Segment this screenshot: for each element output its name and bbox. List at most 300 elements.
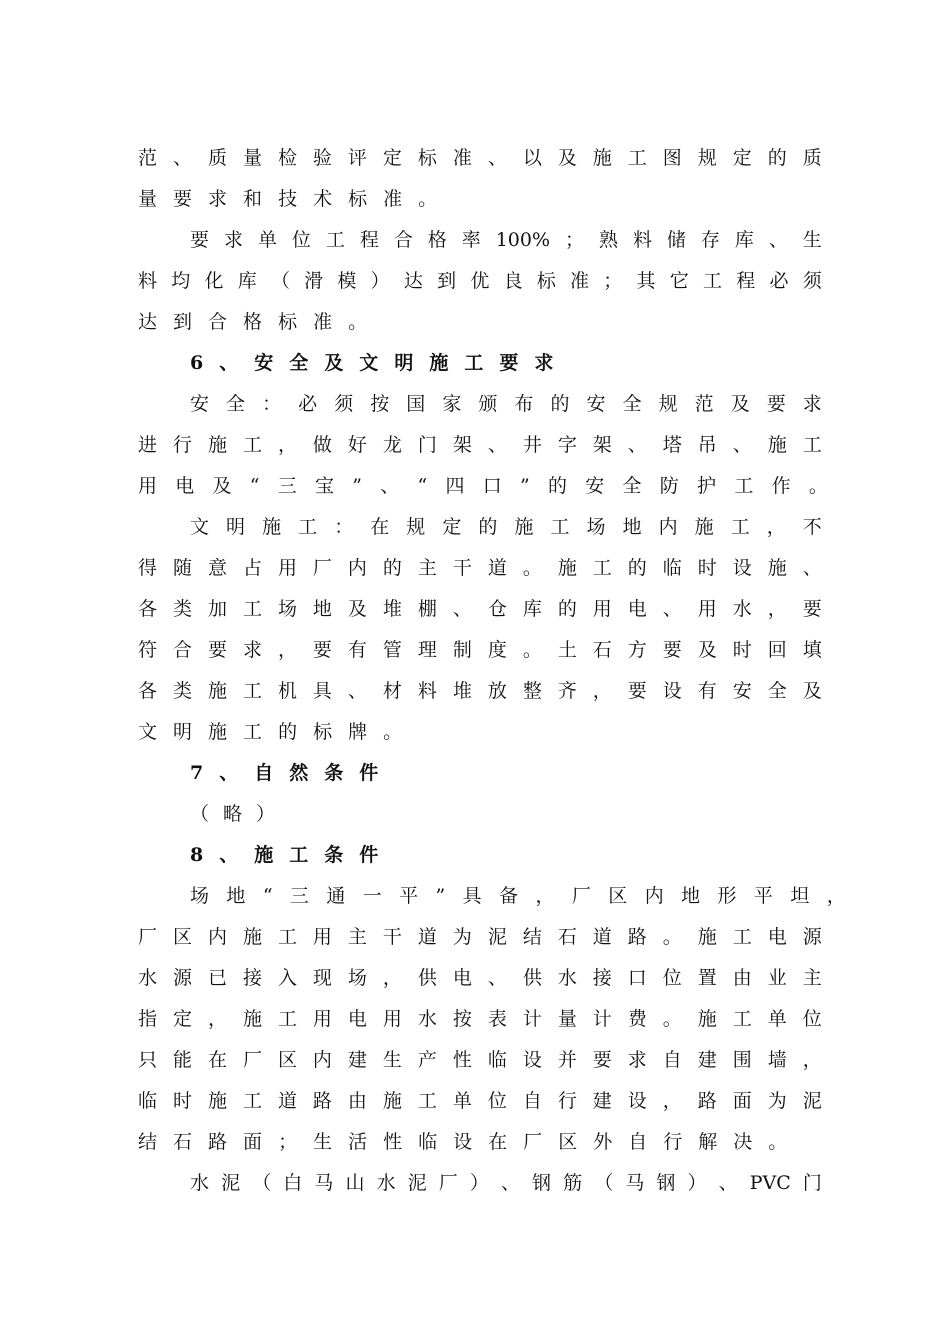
glyph: 产 — [417, 1049, 437, 1071]
section-heading — [190, 348, 554, 378]
glyph: 临 — [418, 1131, 438, 1153]
glyph: 及 — [324, 352, 344, 374]
glyph: ， — [592, 680, 612, 702]
glyph: 、 — [802, 557, 822, 579]
glyph: 的 — [767, 147, 787, 169]
body-line — [190, 799, 822, 829]
glyph: 库 — [522, 598, 542, 620]
glyph: 现 — [312, 967, 332, 989]
glyph: 解 — [698, 1131, 718, 1153]
glyph: 时 — [732, 639, 752, 661]
glyph: 工 — [732, 926, 752, 948]
glyph: 施 — [382, 1090, 402, 1112]
glyph: ， — [277, 434, 297, 456]
glyph: 验 — [312, 147, 332, 169]
glyph: 求 — [534, 352, 554, 374]
glyph: 堆 — [382, 598, 402, 620]
glyph: 、 — [732, 434, 752, 456]
glyph: 水 — [557, 967, 577, 989]
glyph: 施 — [208, 721, 228, 743]
glyph: 各 — [138, 680, 158, 702]
glyph: 形 — [717, 885, 737, 907]
glyph: 区 — [558, 1131, 578, 1153]
glyph: 条 — [324, 844, 344, 866]
body-line — [138, 676, 822, 706]
glyph: 进 — [138, 434, 158, 456]
glyph: 位 — [291, 229, 311, 251]
glyph: 只 — [138, 1049, 158, 1071]
glyph: 施 — [429, 352, 449, 374]
glyph: ； — [565, 229, 585, 251]
glyph: 件 — [359, 844, 379, 866]
glyph: ） — [469, 1172, 489, 1194]
glyph: 得 — [138, 557, 158, 579]
glyph: 要 — [312, 639, 332, 661]
glyph: 水 — [138, 967, 158, 989]
glyph: 文 — [359, 352, 379, 374]
glyph: “ — [249, 475, 260, 497]
glyph: 能 — [172, 1049, 192, 1071]
body-line — [138, 717, 822, 747]
glyph: 的 — [382, 557, 402, 579]
glyph: （ — [252, 1172, 272, 1194]
glyph: 准 — [452, 147, 472, 169]
glyph: 生 — [802, 229, 822, 251]
glyph: 明 — [173, 721, 193, 743]
glyph: 标 — [348, 188, 368, 210]
glyph: 以 — [522, 147, 542, 169]
glyph: 范 — [694, 393, 714, 415]
glyph: 架 — [592, 434, 612, 456]
glyph: 施 — [697, 1008, 717, 1030]
glyph: 一 — [362, 885, 382, 907]
glyph: 厂 — [523, 1131, 543, 1153]
glyph: 。 — [522, 557, 542, 579]
glyph: 门 — [802, 1172, 822, 1194]
glyph: 回 — [767, 639, 787, 661]
glyph: 须 — [802, 270, 822, 292]
glyph: 钢 — [656, 1172, 676, 1194]
glyph: 用 — [382, 1008, 402, 1030]
glyph: 100% — [495, 229, 551, 251]
glyph: 井 — [522, 434, 542, 456]
glyph: 滑 — [304, 270, 324, 292]
glyph: 安 — [254, 352, 274, 374]
glyph: 土 — [557, 639, 577, 661]
glyph: 颁 — [478, 393, 498, 415]
glyph: 要 — [173, 188, 193, 210]
glyph: 。 — [383, 721, 403, 743]
glyph: 位 — [802, 1008, 822, 1030]
glyph: 设 — [662, 680, 682, 702]
glyph: 均 — [171, 270, 191, 292]
glyph: 门 — [417, 434, 437, 456]
glyph: 行 — [172, 434, 192, 456]
glyph: 全 — [767, 680, 787, 702]
glyph: 熟 — [598, 229, 618, 251]
glyph: 准 — [383, 188, 403, 210]
glyph: 内 — [658, 516, 678, 538]
glyph: 口 — [482, 475, 502, 497]
body-line — [138, 553, 822, 583]
glyph: 设 — [522, 1049, 542, 1071]
glyph: 棚 — [417, 598, 437, 620]
glyph: 通 — [326, 885, 346, 907]
glyph: 齐 — [557, 680, 577, 702]
glyph: 施 — [242, 926, 262, 948]
glyph: 工 — [289, 844, 309, 866]
glyph: 厂 — [138, 926, 158, 948]
glyph: 程 — [359, 229, 379, 251]
glyph: 料 — [632, 229, 652, 251]
body-line — [138, 307, 822, 337]
glyph: 临 — [487, 1049, 507, 1071]
glyph: 建 — [592, 1090, 612, 1112]
glyph: 标 — [536, 270, 556, 292]
glyph: PVC — [749, 1172, 791, 1194]
glyph: 8 — [190, 844, 204, 866]
glyph: 结 — [138, 1131, 158, 1153]
glyph: 路 — [208, 1131, 228, 1153]
glyph: 。 — [418, 188, 438, 210]
glyph: ， — [766, 516, 786, 538]
glyph: 厂 — [571, 885, 591, 907]
glyph: 时 — [697, 557, 717, 579]
glyph: 达 — [138, 311, 158, 333]
glyph: 理 — [417, 639, 437, 661]
glyph: 工 — [802, 434, 822, 456]
glyph: 供 — [522, 967, 542, 989]
glyph: 施 — [592, 147, 612, 169]
glyph: 及 — [347, 598, 367, 620]
glyph: 钢 — [532, 1172, 552, 1194]
glyph: 架 — [452, 434, 472, 456]
glyph: 工 — [464, 352, 484, 374]
glyph: 设 — [627, 1090, 647, 1112]
glyph: 。 — [348, 311, 368, 333]
glyph: 路 — [697, 1090, 717, 1112]
body-line — [138, 1045, 822, 1075]
glyph: 工 — [277, 1008, 297, 1030]
glyph: 施 — [207, 680, 227, 702]
glyph: 求 — [208, 188, 228, 210]
glyph: 地 — [681, 885, 701, 907]
glyph: 单 — [452, 1090, 472, 1112]
glyph: 接 — [592, 967, 612, 989]
body-line — [138, 1127, 822, 1157]
glyph: 用 — [697, 598, 717, 620]
glyph: 活 — [348, 1131, 368, 1153]
glyph: 道 — [487, 557, 507, 579]
glyph: （ — [190, 803, 210, 825]
glyph: 地 — [226, 885, 246, 907]
glyph: 格 — [427, 229, 447, 251]
glyph: 石 — [592, 639, 612, 661]
glyph: 工 — [242, 1090, 262, 1112]
glyph: 作 — [771, 475, 791, 497]
glyph: 生 — [382, 1049, 402, 1071]
glyph: 类 — [172, 598, 192, 620]
glyph: 费 — [627, 1008, 647, 1030]
glyph: 龙 — [382, 434, 402, 456]
glyph: 临 — [662, 557, 682, 579]
glyph: 施 — [697, 926, 717, 948]
glyph: ， — [767, 598, 787, 620]
glyph: 三 — [289, 885, 309, 907]
glyph: 定 — [732, 147, 752, 169]
glyph: 要 — [802, 598, 822, 620]
glyph: 路 — [627, 926, 647, 948]
glyph: 区 — [608, 885, 628, 907]
body-line — [138, 184, 822, 214]
glyph: 度 — [487, 639, 507, 661]
glyph: 表 — [487, 1008, 507, 1030]
glyph: 工 — [277, 926, 297, 948]
glyph: 工 — [242, 434, 262, 456]
glyph: 场 — [347, 967, 367, 989]
glyph: 在 — [207, 1049, 227, 1071]
glyph: 设 — [453, 1131, 473, 1153]
glyph: 自 — [254, 762, 274, 784]
glyph: 泥 — [221, 1172, 241, 1194]
glyph: 工 — [417, 1090, 437, 1112]
glyph: 建 — [697, 1049, 717, 1071]
glyph: 在 — [370, 516, 390, 538]
glyph: 工 — [732, 1008, 752, 1030]
glyph: 率 — [461, 229, 481, 251]
glyph: 由 — [347, 1090, 367, 1112]
glyph: 规 — [406, 516, 426, 538]
glyph: 生 — [313, 1131, 333, 1153]
glyph: 存 — [700, 229, 720, 251]
body-line — [138, 1086, 822, 1116]
glyph: 电 — [767, 926, 787, 948]
glyph: 工 — [242, 598, 262, 620]
glyph: 安 — [586, 393, 606, 415]
glyph: 各 — [138, 598, 158, 620]
glyph: 用 — [277, 557, 297, 579]
glyph: 防 — [659, 475, 679, 497]
glyph: 的 — [478, 516, 498, 538]
glyph: ， — [826, 885, 846, 907]
glyph: 面 — [243, 1131, 263, 1153]
body-line — [190, 1168, 822, 1198]
glyph: 三 — [277, 475, 297, 497]
glyph: 、 — [172, 147, 192, 169]
glyph: ） — [256, 803, 276, 825]
glyph: 、 — [662, 598, 682, 620]
glyph: 及 — [730, 393, 750, 415]
glyph: 用 — [312, 1008, 332, 1030]
glyph: 、 — [487, 967, 507, 989]
glyph: 类 — [172, 680, 192, 702]
glyph: 建 — [347, 1049, 367, 1071]
glyph: 条 — [324, 762, 344, 784]
glyph: 。 — [808, 475, 828, 497]
glyph: 求 — [627, 1049, 647, 1071]
glyph: 性 — [383, 1131, 403, 1153]
glyph: “ — [417, 475, 428, 497]
glyph: 必 — [769, 270, 789, 292]
glyph: 内 — [207, 926, 227, 948]
glyph: 的 — [557, 598, 577, 620]
glyph: 由 — [732, 967, 752, 989]
glyph: 求 — [242, 639, 262, 661]
glyph: 路 — [312, 1090, 332, 1112]
glyph: 、 — [452, 598, 472, 620]
glyph: 位 — [662, 967, 682, 989]
body-line — [138, 963, 822, 993]
glyph: 工 — [592, 557, 612, 579]
glyph: 件 — [359, 762, 379, 784]
glyph: 标 — [417, 147, 437, 169]
glyph: 并 — [557, 1049, 577, 1071]
glyph: 求 — [802, 393, 822, 415]
glyph: 范 — [138, 147, 158, 169]
glyph: 内 — [644, 885, 664, 907]
glyph: ： — [262, 393, 282, 415]
glyph: 规 — [697, 147, 717, 169]
glyph: 标 — [278, 311, 298, 333]
glyph: 行 — [663, 1131, 683, 1153]
glyph: 明 — [394, 352, 414, 374]
glyph: 合 — [393, 229, 413, 251]
glyph: 塔 — [662, 434, 682, 456]
glyph: 电 — [175, 475, 195, 497]
glyph: 外 — [593, 1131, 613, 1153]
glyph: 设 — [732, 557, 752, 579]
glyph: 定 — [442, 516, 462, 538]
glyph: 优 — [470, 270, 490, 292]
glyph: 、 — [219, 762, 239, 784]
glyph: 马 — [625, 1172, 645, 1194]
glyph: 计 — [592, 1008, 612, 1030]
glyph: 家 — [442, 393, 462, 415]
glyph: 良 — [503, 270, 523, 292]
glyph: 要 — [592, 1049, 612, 1071]
glyph: 单 — [257, 229, 277, 251]
glyph: 加 — [207, 598, 227, 620]
glyph: 定 — [382, 147, 402, 169]
glyph: 石 — [557, 926, 577, 948]
glyph: 坦 — [790, 885, 810, 907]
glyph: 源 — [172, 967, 192, 989]
glyph: 字 — [557, 434, 577, 456]
glyph: 时 — [172, 1090, 192, 1112]
glyph: 检 — [277, 147, 297, 169]
glyph: 吊 — [697, 434, 717, 456]
glyph: ； — [603, 270, 623, 292]
glyph: 准 — [313, 311, 333, 333]
glyph: 临 — [138, 1090, 158, 1112]
glyph: 布 — [514, 393, 534, 415]
glyph: 量 — [557, 1008, 577, 1030]
glyph: 要 — [766, 393, 786, 415]
glyph: ） — [370, 270, 390, 292]
body-line — [190, 389, 822, 419]
glyph: 全 — [289, 352, 309, 374]
glyph: 质 — [802, 147, 822, 169]
glyph: 工 — [702, 270, 722, 292]
glyph: 量 — [242, 147, 262, 169]
glyph: 及 — [212, 475, 232, 497]
glyph: 安 — [190, 393, 210, 415]
glyph: 规 — [658, 393, 678, 415]
glyph: 源 — [802, 926, 822, 948]
glyph: 。 — [522, 639, 542, 661]
glyph: 平 — [753, 885, 773, 907]
glyph: 、 — [380, 475, 400, 497]
glyph: 计 — [522, 1008, 542, 1030]
glyph: 量 — [138, 188, 158, 210]
glyph: 它 — [669, 270, 689, 292]
body-line — [190, 512, 822, 542]
glyph: 地 — [622, 516, 642, 538]
glyph: 、 — [487, 147, 507, 169]
glyph: 平 — [399, 885, 419, 907]
glyph: 求 — [223, 229, 243, 251]
glyph: 工 — [627, 147, 647, 169]
body-line — [190, 881, 846, 911]
glyph: 为 — [767, 1090, 787, 1112]
glyph: 入 — [277, 967, 297, 989]
glyph: 工 — [242, 680, 262, 702]
glyph: 好 — [347, 434, 367, 456]
glyph: 电 — [627, 598, 647, 620]
glyph: 6 — [190, 352, 204, 374]
glyph: 填 — [802, 639, 822, 661]
glyph: 图 — [662, 147, 682, 169]
glyph: 按 — [452, 1008, 472, 1030]
glyph: 要 — [662, 639, 682, 661]
glyph: ： — [334, 516, 354, 538]
glyph: 机 — [277, 680, 297, 702]
glyph: 、 — [500, 1172, 520, 1194]
glyph: 术 — [313, 188, 333, 210]
glyph: 道 — [277, 1090, 297, 1112]
glyph: 干 — [452, 557, 472, 579]
glyph: 、 — [487, 434, 507, 456]
glyph: 料 — [417, 680, 437, 702]
glyph: 区 — [277, 1049, 297, 1071]
glyph: 已 — [207, 967, 227, 989]
glyph: 性 — [452, 1049, 472, 1071]
glyph: 材 — [382, 680, 402, 702]
glyph: 决 — [733, 1131, 753, 1153]
glyph: 泥 — [802, 1090, 822, 1112]
glyph: 、 — [718, 1172, 738, 1194]
glyph: 意 — [207, 557, 227, 579]
glyph: 马 — [314, 1172, 334, 1194]
glyph: 到 — [173, 311, 193, 333]
glyph: 堆 — [452, 680, 472, 702]
glyph: 结 — [522, 926, 542, 948]
glyph: 准 — [570, 270, 590, 292]
glyph: 合 — [172, 639, 192, 661]
glyph: 、 — [219, 844, 239, 866]
glyph: 位 — [487, 1090, 507, 1112]
body-line — [138, 143, 822, 173]
section-heading — [190, 758, 390, 788]
glyph: 指 — [138, 1008, 158, 1030]
glyph: 供 — [417, 967, 437, 989]
glyph: ） — [687, 1172, 707, 1194]
glyph: 筋 — [563, 1172, 583, 1194]
glyph: 水 — [732, 598, 752, 620]
glyph: 模 — [337, 270, 357, 292]
glyph: 白 — [283, 1172, 303, 1194]
body-line — [138, 1004, 822, 1034]
